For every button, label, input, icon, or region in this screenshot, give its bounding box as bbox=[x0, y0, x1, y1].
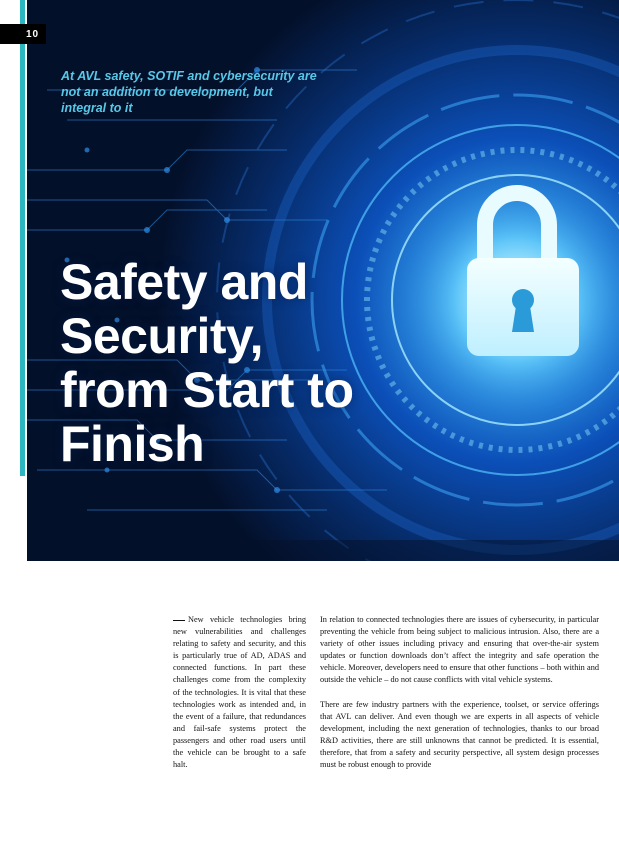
intro-text: New vehicle technologies bring new vulnerabilities and challenges relating to safety and security, and this is particularly true of AD, ADAS and connected functions. In part these challenges come from the complexity of the technologies. It is vital that these technologies work as intended and, in the event of a failure, that redundances and fail-safe systems protect the passengers and other road users until the vehicle can be brought to a safe halt. bbox=[173, 615, 306, 770]
body-column bbox=[320, 614, 599, 783]
accent-bar bbox=[20, 0, 25, 476]
hero-image bbox=[27, 0, 619, 561]
lead-dash bbox=[173, 620, 185, 621]
page-number: 10 bbox=[0, 24, 46, 44]
body-paragraph: In relation to connected technologies there are issues of cybersecurity, in particular preventing the vehicle from being subject to malicious intrusion. Also, there are a variety of other issues including privacy and ensuring that over-the-air system updates or function downloads don’t affect the integrity and safe operation the vehicle. Moreover, developers need to ensure that other functions – both within and outside the vehicle – do not cause conflicts with vital vehicle systems. bbox=[320, 615, 599, 685]
page-title: Safety and Security, from Start to Finish bbox=[60, 254, 354, 472]
body-paragraph: There are few industry partners with the experience, toolset, or service offerings that AVL can deliver. And even though we are experts in all aspects of vehicle development, including the next generation of technologies, thanks to our broad R&D activities, there are still unknowns that cannot be predicted. It is essential, therefore, that from a safety and security perspective, all system design processes must be robust enough to provide bbox=[320, 699, 599, 770]
hero-tagline: At AVL safety, SOTIF and cybersecurity are not an addition to development, but integral to it bbox=[61, 69, 317, 115]
intro-column bbox=[173, 614, 306, 771]
